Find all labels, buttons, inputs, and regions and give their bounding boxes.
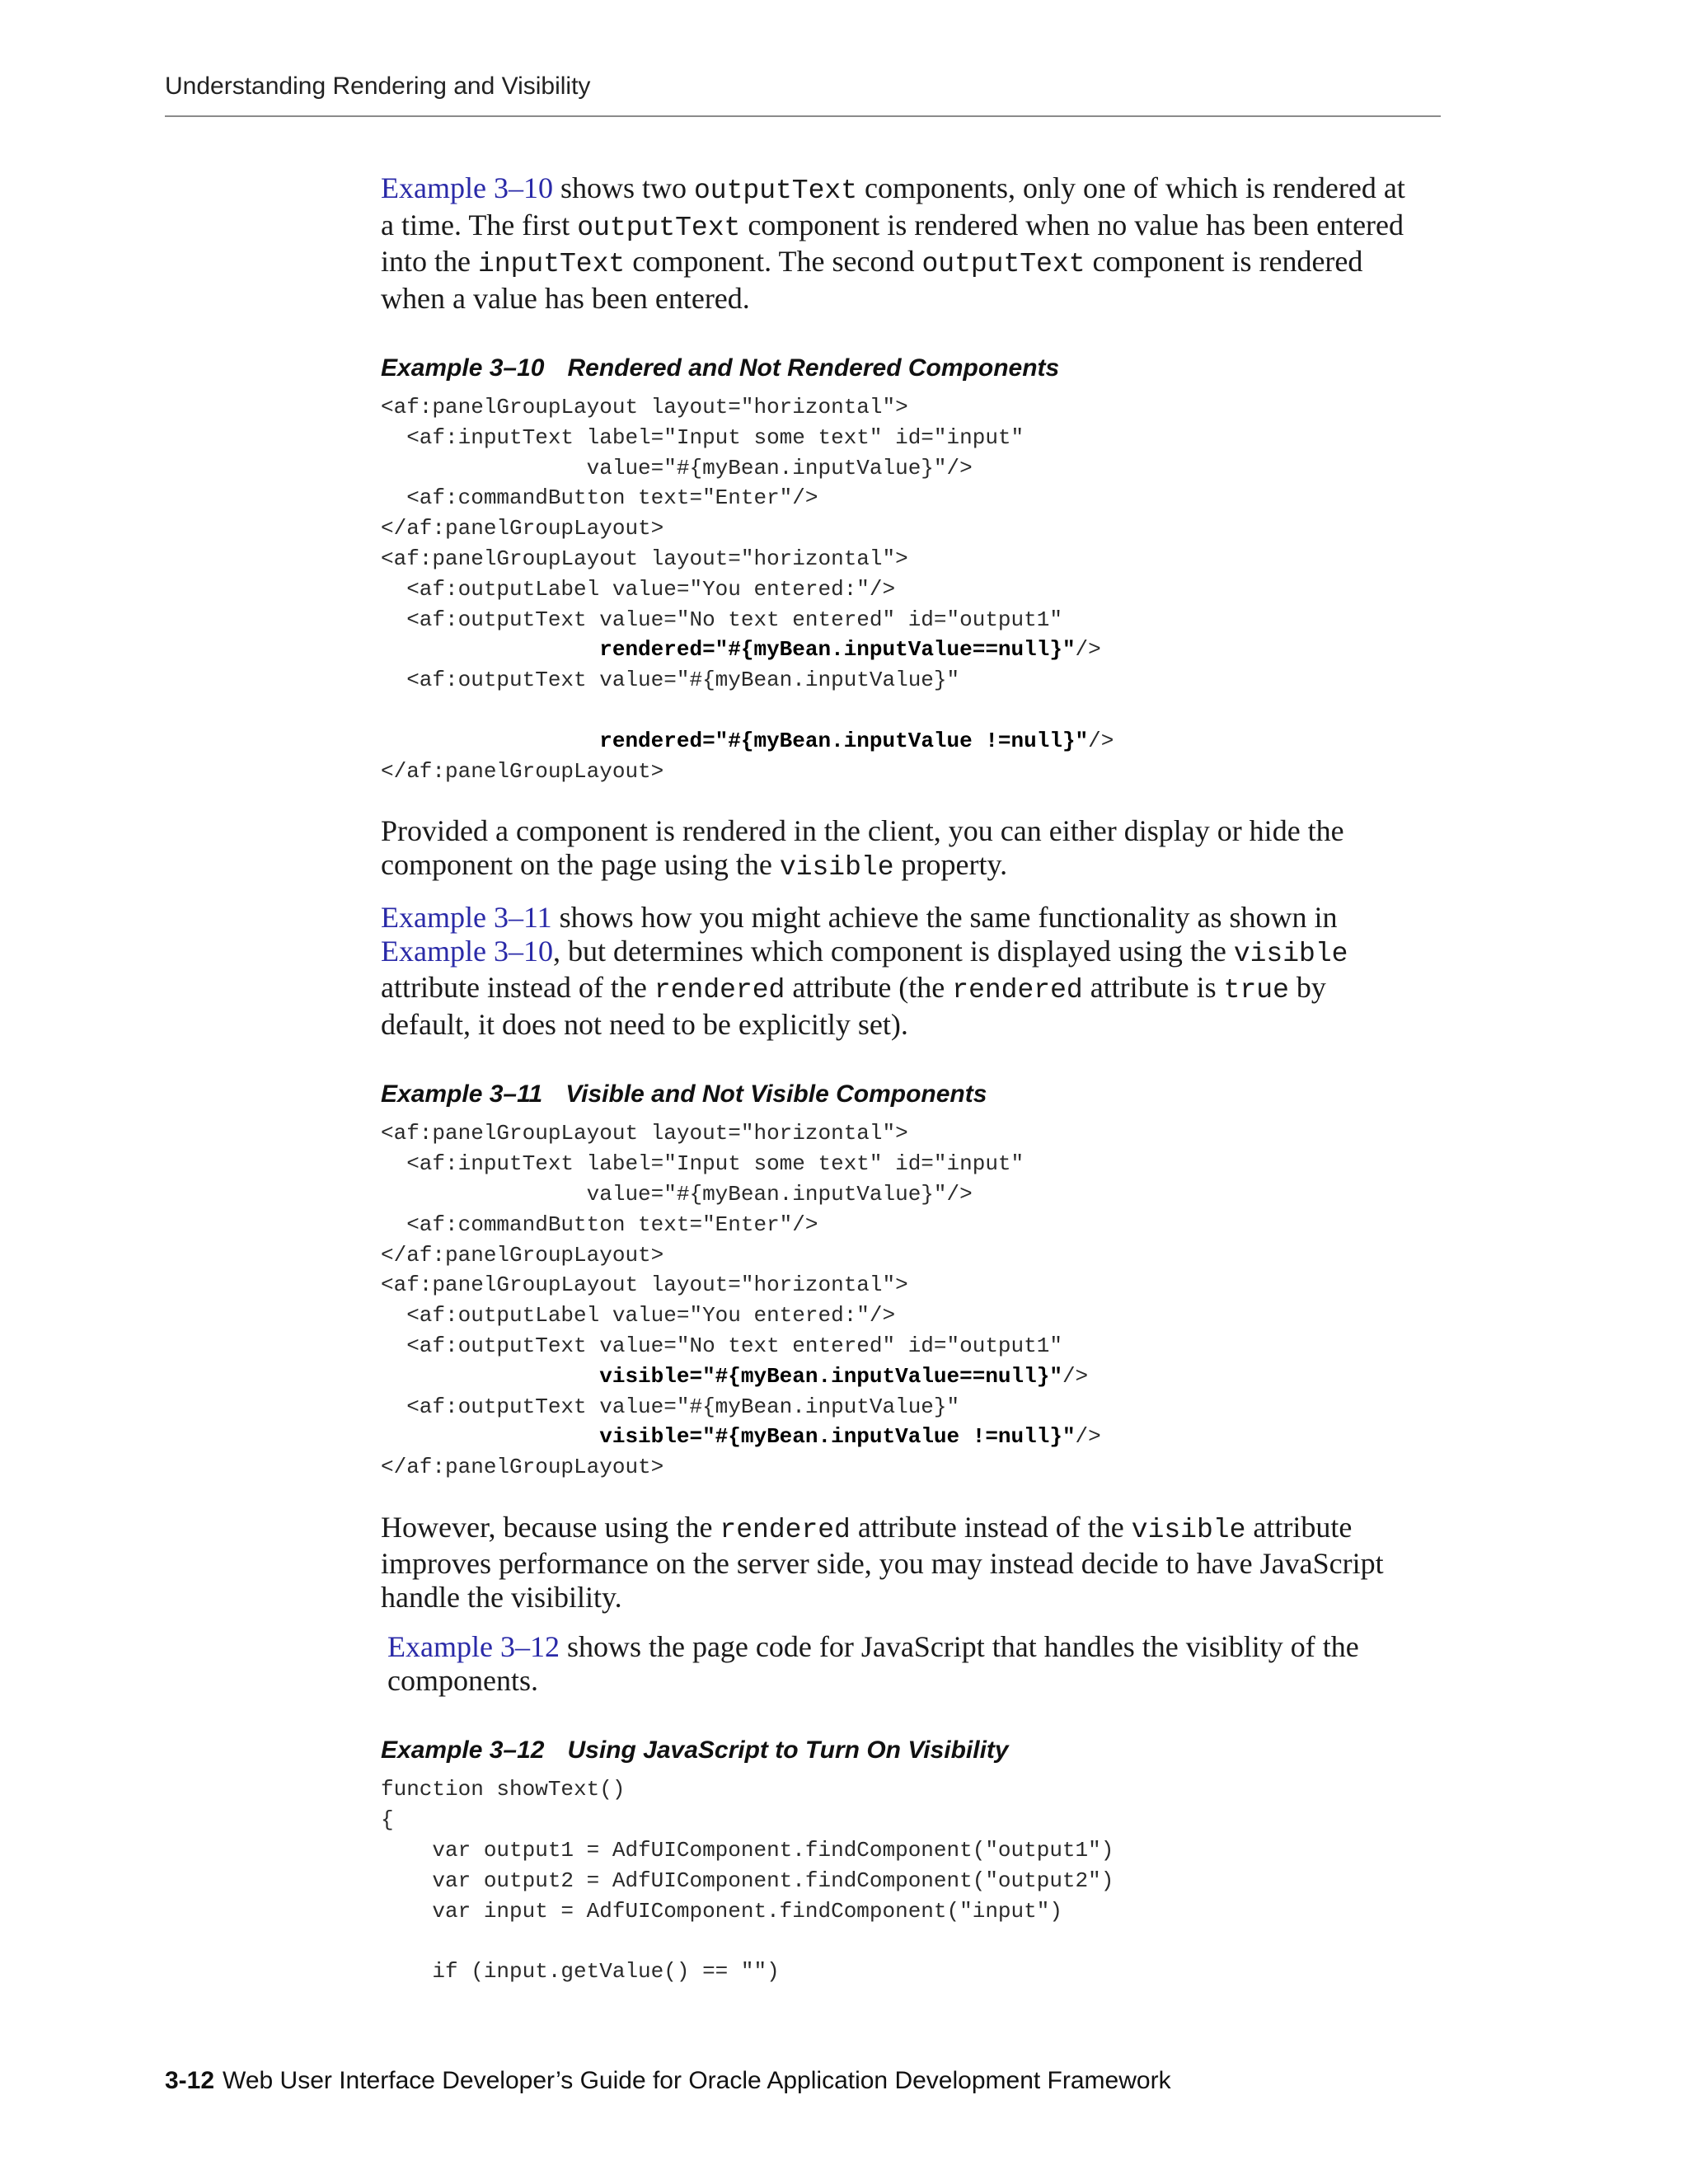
- text-run: attribute instead of the: [850, 1510, 1132, 1544]
- code-line: <af:outputLabel value="You entered:"/>: [381, 576, 896, 602]
- example-title-text: Using JavaScript to Turn On Visibility: [567, 1736, 1009, 1765]
- code-indent: [381, 1424, 599, 1449]
- example-number: Example 3–12: [381, 1736, 545, 1765]
- example-3-12-code: function showText() { var output1 = AdfUIComponent.findComponent("output1") var output2 = AdfUIComponent.findComponent("output2") var input = AdfUIComponent.findComponent("input") if (input.getValue() == ""): [381, 1777, 1114, 1985]
- code-line: <af:panelGroupLayout layout="horizontal">: [381, 546, 908, 571]
- paragraph-example-3-12-intro: [381, 1630, 1444, 1697]
- text-run: attribute instead of the: [381, 971, 647, 1005]
- paragraph-example-3-11-intro: [381, 901, 1444, 1041]
- code-line: <af:outputText value="No text entered" id="output1": [381, 607, 1062, 632]
- text-run: attribute (the: [785, 971, 953, 1005]
- code-run: rendered: [720, 1514, 851, 1545]
- code-tail: />: [1088, 728, 1114, 753]
- xref-example-3-10[interactable]: Example 3–10: [381, 171, 553, 204]
- running-head: Understanding Rendering and Visibility: [165, 73, 591, 100]
- code-line: <af:commandButton text="Enter"/>: [381, 485, 818, 511]
- text-run: components, only one of which is rendered at a time. The first: [381, 171, 1405, 241]
- code-line: <af:commandButton text="Enter"/>: [381, 1212, 818, 1237]
- code-run: inputText: [477, 249, 626, 279]
- example-title-text: Visible and Not Visible Components: [565, 1080, 987, 1108]
- code-bold-attr: rendered="#{myBean.inputValue !=null}": [599, 728, 1089, 753]
- code-run: visible: [1233, 938, 1348, 969]
- text-run: property.: [893, 847, 1008, 881]
- code-line: <af:outputText value="#{myBean.inputValue}": [381, 1394, 960, 1419]
- example-3-10-title: [381, 354, 1444, 382]
- text-run: shows the page code for JavaScript that handles the visiblity of the components.: [387, 1630, 1359, 1697]
- code-bold-attr: visible="#{myBean.inputValue !=null}": [599, 1424, 1076, 1450]
- book-title: Web User Interface Developer’s Guide for Oracle Application Development Framework: [223, 2067, 1171, 2094]
- text-run: component is rendered when a value has been entered.: [381, 245, 1363, 315]
- page-body: [381, 171, 1444, 1987]
- code-line: <af:outputLabel value="You entered:"/>: [381, 1303, 896, 1329]
- code-run: visible: [1131, 1514, 1246, 1545]
- code-tail: />: [1062, 1363, 1089, 1389]
- code-line: <af:outputText value="#{myBean.inputValue}": [381, 668, 960, 693]
- code-indent: [381, 729, 599, 753]
- text-run: component. The second: [625, 245, 922, 278]
- code-line: <af:panelGroupLayout layout="horizontal">: [381, 1272, 908, 1298]
- code-run: visible: [779, 851, 894, 883]
- text-run: attribute improves performance on the server side, you may instead decide to have JavaScript handle the visibility.: [381, 1510, 1384, 1614]
- code-line: value="#{myBean.inputValue}"/>: [381, 1181, 973, 1207]
- page-number: 3-12: [165, 2067, 215, 2094]
- code-line: <af:outputText value="No text entered" id="output1": [381, 1333, 1062, 1358]
- code-tail: />: [1075, 1424, 1101, 1450]
- code-line: <af:inputText label="Input some text" id="input": [381, 424, 1025, 450]
- code-run: rendered: [952, 975, 1083, 1006]
- example-number: Example 3–10: [381, 354, 545, 382]
- example-title-text: Rendered and Not Rendered Components: [567, 354, 1060, 382]
- code-bold-attr: visible="#{myBean.inputValue==null}": [599, 1363, 1062, 1389]
- code-indent: [381, 1364, 599, 1389]
- example-3-12-title: [381, 1736, 1444, 1765]
- paragraph-performance-note: [381, 1511, 1444, 1615]
- code-line: </af:panelGroupLayout>: [381, 1242, 664, 1268]
- code-line: <af:panelGroupLayout layout="horizontal">: [381, 395, 908, 419]
- example-3-11-code: [381, 1118, 1444, 1483]
- code-line: value="#{myBean.inputValue}"/>: [381, 455, 973, 480]
- xref-example-3-12[interactable]: Example 3–12: [387, 1630, 560, 1664]
- code-run: outputText: [921, 249, 1085, 279]
- text-run: Provided a component is rendered in the client, you can either display or hide the component on the page using the: [381, 814, 1344, 881]
- code-line: <af:inputText label="Input some text" id="input": [381, 1151, 1025, 1177]
- text-run: However, because using the: [381, 1510, 720, 1544]
- example-number: Example 3–11: [381, 1080, 543, 1108]
- text-run: shows how you might achieve the same functionality as shown in: [559, 901, 1338, 935]
- page-footer: [165, 2067, 1171, 2095]
- code-line: <af:panelGroupLayout layout="horizontal">: [381, 1121, 908, 1146]
- code-indent: [381, 637, 599, 662]
- header-rule: [165, 115, 1441, 117]
- text-run: , but determines which component is displayed using the: [552, 934, 1234, 968]
- text-run: component is rendered when no value has been entered into the: [381, 208, 1404, 278]
- code-tail: />: [1075, 637, 1101, 663]
- paragraph-visible-property: [381, 814, 1444, 884]
- text-run: shows two: [552, 171, 694, 204]
- example-3-10-code: [381, 392, 1444, 786]
- code-run: true: [1223, 975, 1289, 1006]
- paragraph-example-3-10-intro: [381, 171, 1444, 315]
- code-run: outputText: [577, 212, 741, 243]
- code-run: outputText: [693, 176, 858, 206]
- text-run: by default, it does not need to be explicitly set).: [381, 971, 1326, 1041]
- code-run: rendered: [654, 975, 785, 1006]
- code-bold-attr: rendered="#{myBean.inputValue==null}": [599, 637, 1076, 663]
- xref-example-3-11[interactable]: Example 3–11: [381, 901, 552, 935]
- code-line: </af:panelGroupLayout>: [381, 758, 664, 784]
- text-run: attribute is: [1082, 971, 1224, 1005]
- code-line: </af:panelGroupLayout>: [381, 1455, 664, 1480]
- code-line: </af:panelGroupLayout>: [381, 516, 664, 541]
- example-3-11-title: [381, 1080, 1444, 1108]
- xref-example-3-10[interactable]: Example 3–10: [381, 934, 553, 968]
